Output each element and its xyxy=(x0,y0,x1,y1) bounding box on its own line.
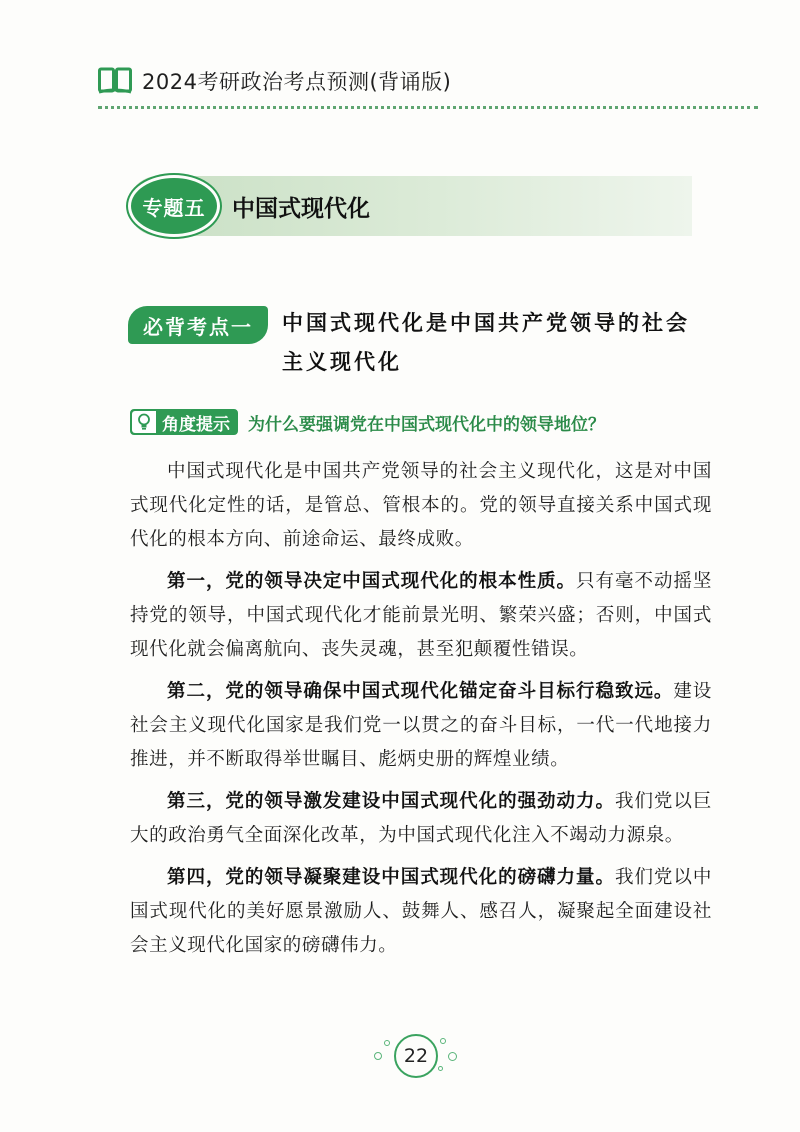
paragraph: 第一，党的领导决定中国式现代化的根本性质。只有毫不动摇坚持党的领导，中国式现代化才能前景光明、繁荣兴盛；否则，中国式现代化就会偏离航向、丧失灵魂，甚至犯颠覆性错误。 xyxy=(130,571,712,660)
paragraph-lead: 第三，党的领导激发建设中国式现代化的强劲动力。 xyxy=(167,791,615,812)
paragraph: 第三，党的领导激发建设中国式现代化的强劲动力。我们党以巨大的政治勇气全面深化改革，为中国式现代化注入不竭动力源泉。 xyxy=(130,791,712,846)
paragraph-lead: 第四，党的领导凝聚建设中国式现代化的磅礴力量。 xyxy=(167,867,615,888)
paragraph: 中国式现代化是中国共产党领导的社会主义现代化，这是对中国式现代化定性的话，是管总、管根本的。党的领导直接关系中国式现代化的根本方向、前途命运、最终成败。 xyxy=(130,461,712,550)
running-header xyxy=(98,66,451,96)
paragraph: 第二，党的领导确保中国式现代化锚定奋斗目标行稳致远。建设社会主义现代化国家是我们党一以贯之的奋斗目标，一代一代地接力推进，并不断取得举世瞩目、彪炳史册的辉煌业绩。 xyxy=(130,681,712,770)
page-number-ornament xyxy=(372,1032,462,1082)
paragraph: 第四，党的领导凝聚建设中国式现代化的磅礴力量。我们党以中国式现代化的美好愿景激励人、鼓舞人、感召人，凝聚起全面建设社会主义现代化国家的磅礴伟力。 xyxy=(130,867,712,956)
hint-badge xyxy=(130,409,238,435)
hint-row xyxy=(130,409,605,435)
key-point-badge: 必背考点一 xyxy=(128,306,268,344)
hint-question: 为什么要强调党在中国式现代化中的领导地位？ xyxy=(248,414,605,435)
page-number: 22 xyxy=(394,1034,438,1078)
key-point-title: 中国式现代化是中国共产党领导的社会主义现代化 xyxy=(282,311,690,374)
body-text xyxy=(130,455,712,971)
topic-title: 中国式现代化 xyxy=(232,196,370,222)
topic-badge: 专题五 xyxy=(128,175,220,237)
book-title: 2024考研政治考点预测(背诵版) xyxy=(142,70,452,94)
lightbulb-icon xyxy=(132,411,156,433)
paragraph-lead: 第二，党的领导确保中国式现代化锚定奋斗目标行稳致远。 xyxy=(167,681,674,702)
hint-label: 角度提示 xyxy=(162,414,230,435)
paragraph-lead: 第一，党的领导决定中国式现代化的根本性质。 xyxy=(167,571,577,592)
header-divider xyxy=(98,106,758,109)
open-book-icon xyxy=(98,67,132,95)
